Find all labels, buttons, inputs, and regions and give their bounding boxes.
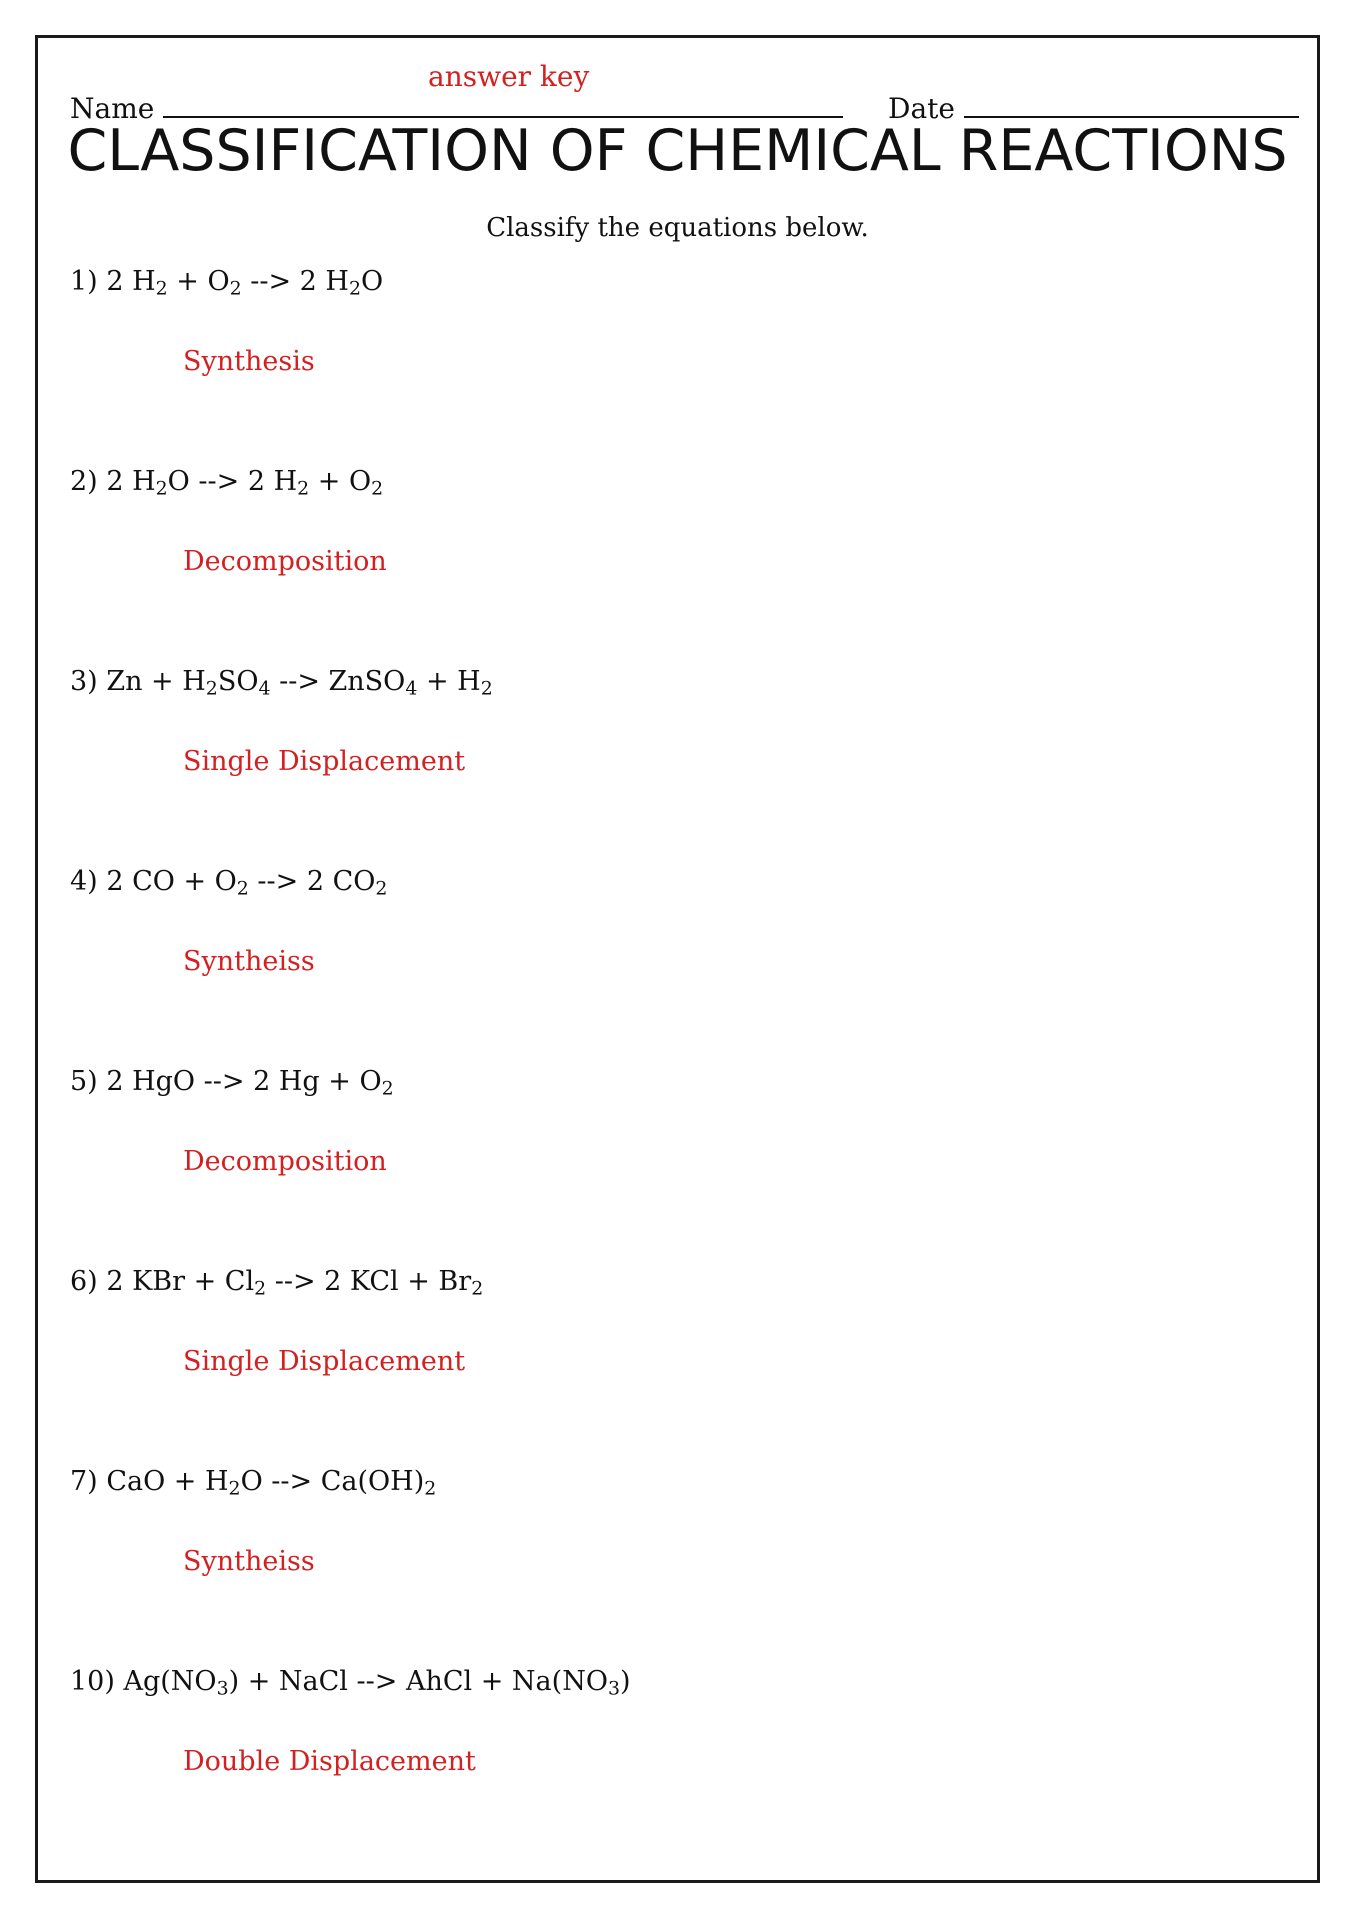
question-1 bbox=[70, 266, 384, 300]
equation: 2 HgO --> 2 $Hg + O_2$ bbox=[106, 1066, 394, 1100]
equation: 2 CO + $O_2$ --> 2 $CO_2$ bbox=[106, 866, 388, 900]
question-4 bbox=[70, 866, 388, 900]
answer-5: Decomposition bbox=[183, 1146, 387, 1177]
answer-1: Synthesis bbox=[183, 346, 315, 377]
question-2 bbox=[70, 466, 384, 500]
date-label: Date bbox=[888, 92, 955, 125]
question-number: 4) bbox=[70, 866, 98, 897]
answer-3: Single Displacement bbox=[183, 746, 466, 777]
answer-10: Double Displacement bbox=[183, 1746, 476, 1777]
question-7 bbox=[70, 1466, 437, 1500]
equation: $Ag(NO_3)$ + NaCl --> AhCl + $Na(NO_3)$ bbox=[123, 1666, 631, 1700]
question-number: 3) bbox=[70, 666, 98, 697]
answer-6: Single Displacement bbox=[183, 1346, 466, 1377]
question-5 bbox=[70, 1066, 394, 1100]
page-subtitle: Classify the equations below. bbox=[486, 213, 869, 243]
answer-2: Decomposition bbox=[183, 546, 387, 577]
question-10 bbox=[70, 1666, 631, 1700]
date-line bbox=[964, 88, 1299, 118]
question-3 bbox=[70, 666, 493, 700]
equation: CaO + $H_2O$ --> $Ca(OH)_2$ bbox=[106, 1466, 437, 1500]
answer-key-note: answer key bbox=[428, 60, 590, 93]
equation: 2 KBr + $Cl_2$ --> 2 KCl + $Br_2$ bbox=[106, 1266, 484, 1300]
worksheet-page bbox=[35, 35, 1320, 1883]
question-number: 5) bbox=[70, 1066, 98, 1097]
question-6 bbox=[70, 1266, 484, 1300]
equation: 2 $H_2 + O_2$ --> 2 $H_2O$ bbox=[106, 266, 384, 300]
answer-7: Syntheiss bbox=[183, 1546, 315, 1577]
equation: 2 $H_2O$ --> 2 $H_2 + O_2$ bbox=[106, 466, 384, 500]
question-number: 6) bbox=[70, 1266, 98, 1297]
question-number: 1) bbox=[70, 266, 98, 297]
question-number: 2) bbox=[70, 466, 98, 497]
equation: $Zn + H_2SO_4$ --> ZnSO$_4$ + $H_2$ bbox=[106, 666, 493, 700]
question-number: 7) bbox=[70, 1466, 98, 1497]
page-title: CLASSIFICATION OF CHEMICAL REACTIONS bbox=[67, 118, 1288, 184]
answer-4: Syntheiss bbox=[183, 946, 315, 977]
name-label: Name bbox=[70, 92, 155, 125]
question-number: 10) bbox=[70, 1666, 115, 1697]
